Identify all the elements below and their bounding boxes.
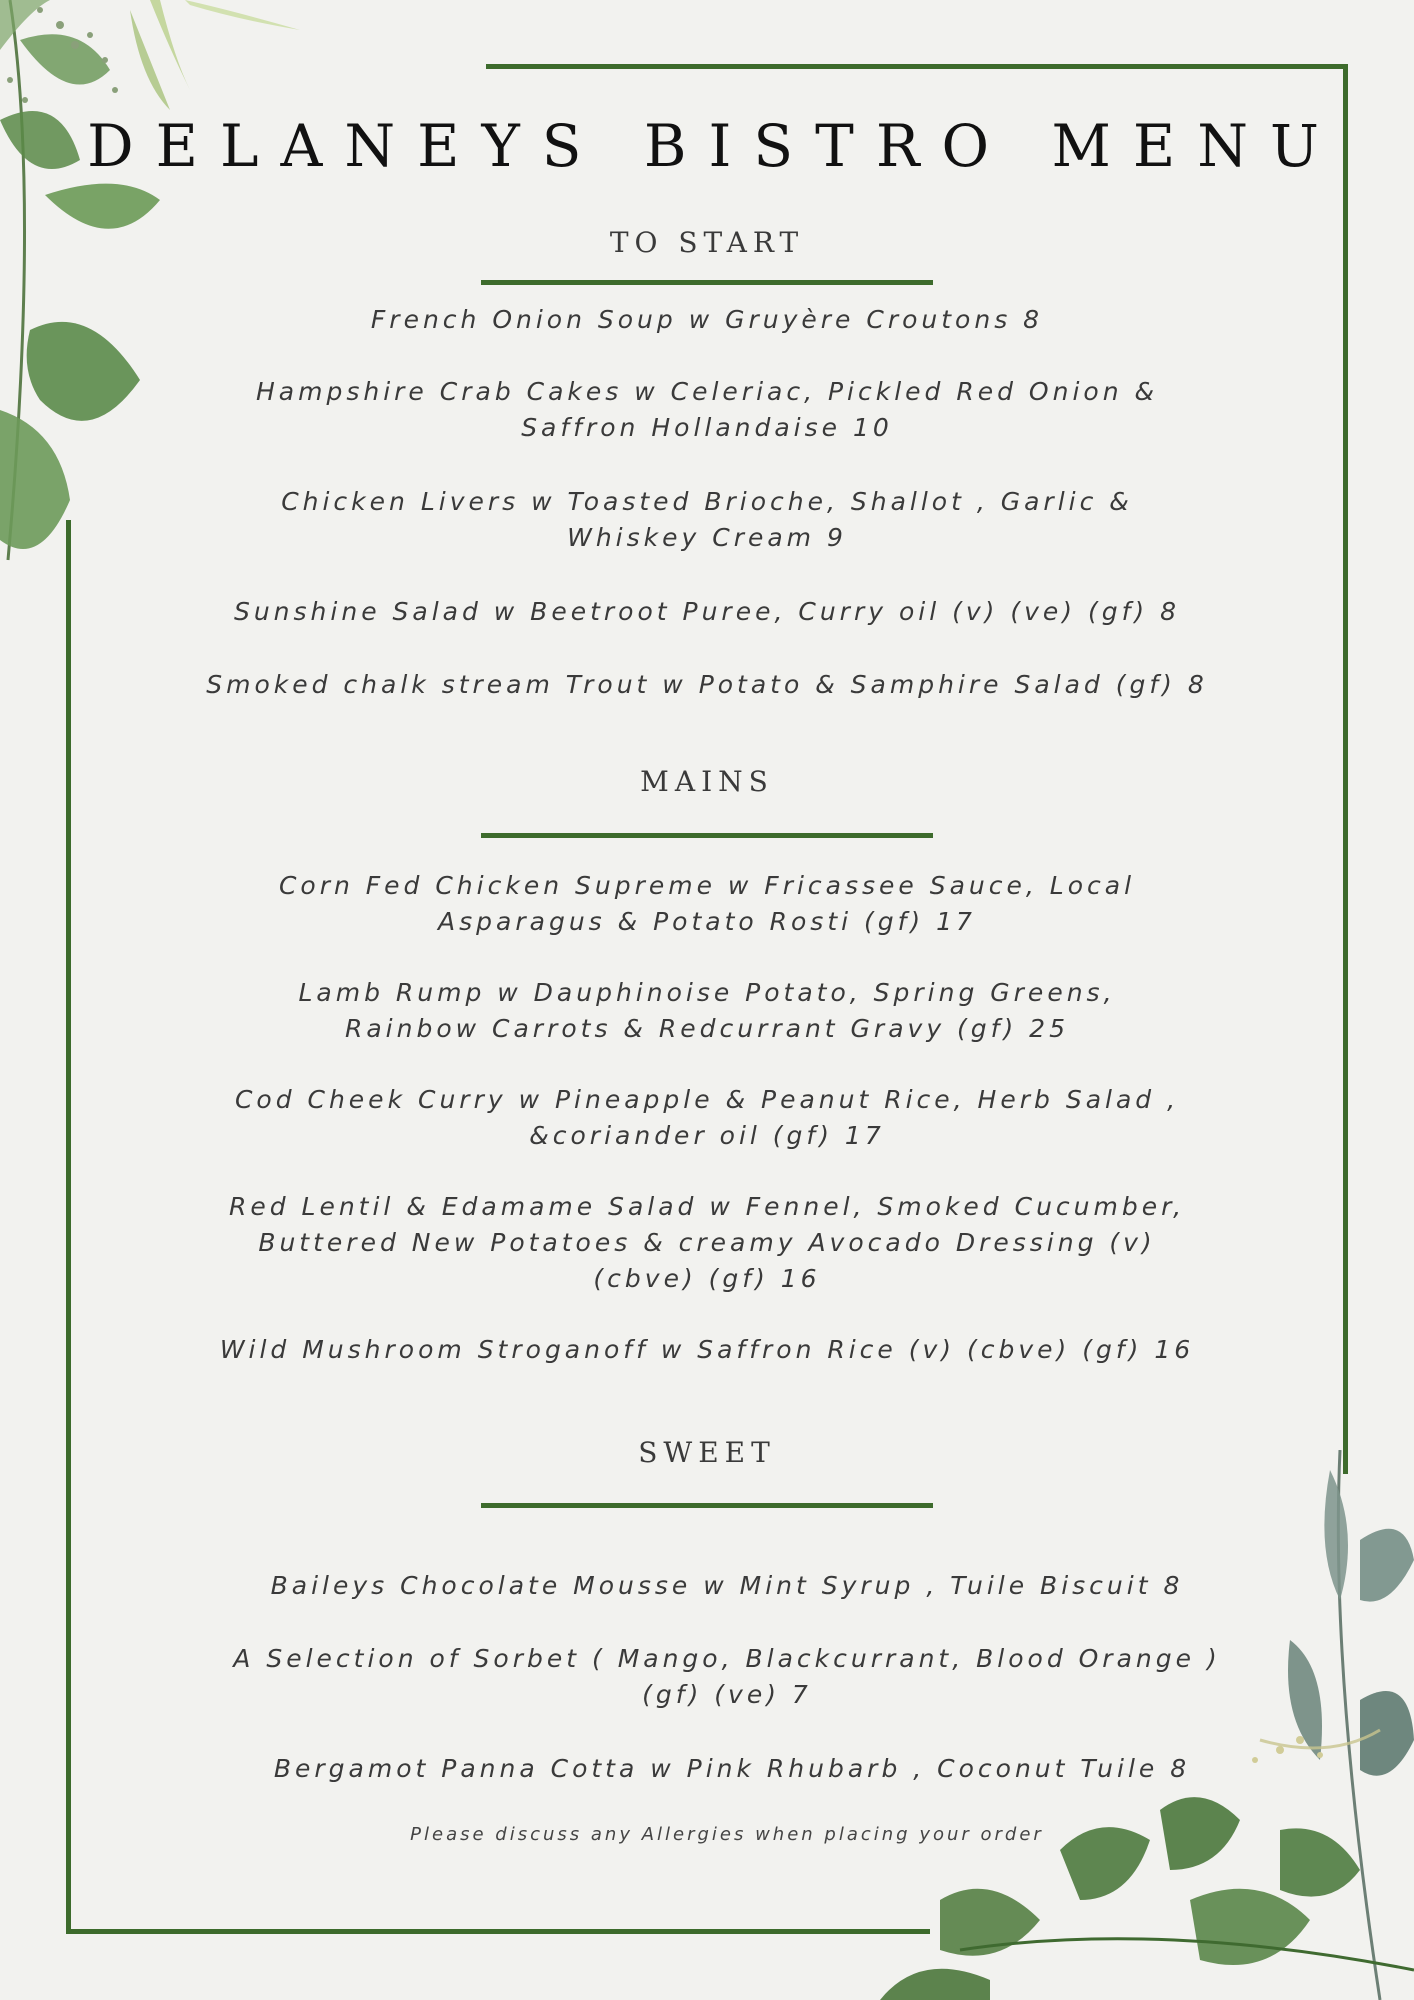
menu-item: Lamb Rump w Dauphinoise Potato, Spring Greens, Rainbow Carrots & Redcurrant Gravy (gf) 25 <box>298 978 1116 1043</box>
menu-item: Smoked chalk stream Trout w Potato & Samphire Salad (gf) 8 <box>206 670 1208 699</box>
menu-item: Hampshire Crab Cakes w Celeriac, Pickled Red Onion & Saffron Hollandaise 10 <box>256 377 1158 442</box>
menu-item: Corn Fed Chicken Supreme w Fricassee Sauce, Local Asparagus & Potato Rosti (gf) 17 <box>278 871 1136 936</box>
section-heading-start: TO START <box>609 226 805 259</box>
section-divider-sweet <box>481 1503 933 1508</box>
section-divider-start <box>481 280 933 285</box>
menu-item: Wild Mushroom Stroganoff w Saffron Rice (v) (cbve) (gf) 16 <box>219 1335 1195 1364</box>
menu-item: Baileys Chocolate Mousse w Mint Syrup , Tuile Biscuit 8 <box>270 1571 1184 1600</box>
menu-item: Chicken Livers w Toasted Brioche, Shallot , Garlic & Whiskey Cream 9 <box>281 487 1133 552</box>
frame-left <box>66 520 71 1934</box>
section-divider-mains <box>481 833 933 838</box>
menu-item: Sunshine Salad w Beetroot Puree, Curry oil (v) (ve) (gf) 8 <box>233 597 1181 626</box>
menu-item: Bergamot Panna Cotta w Pink Rhubarb , Coconut Tuile 8 <box>273 1754 1191 1783</box>
menu-item: French Onion Soup w Gruyère Croutons 8 <box>370 305 1044 334</box>
frame-top <box>486 64 1348 69</box>
menu-item: Cod Cheek Curry w Pineapple & Peanut Rice, Herb Salad , &coriander oil (gf) 17 <box>234 1085 1180 1150</box>
menu-item: Red Lentil & Edamame Salad w Fennel, Smoked Cucumber, Buttered New Potatoes & creamy Avocado Dressing (v) (cbve) (gf) 16 <box>228 1192 1186 1293</box>
section-heading-mains: MAINS <box>640 765 774 798</box>
allergy-note: Please discuss any Allergies when placing your order <box>410 1824 1044 1845</box>
menu-item: A Selection of Sorbet ( Mango, Blackcurrant, Blood Orange ) (gf) (ve) 7 <box>233 1644 1221 1709</box>
frame-bottom <box>66 1929 930 1934</box>
menu-title: DELANEYS BISTRO MENU <box>87 112 1341 180</box>
foliage-bottom-right-icon <box>860 1450 1414 2000</box>
section-heading-sweet: SWEET <box>638 1436 776 1469</box>
